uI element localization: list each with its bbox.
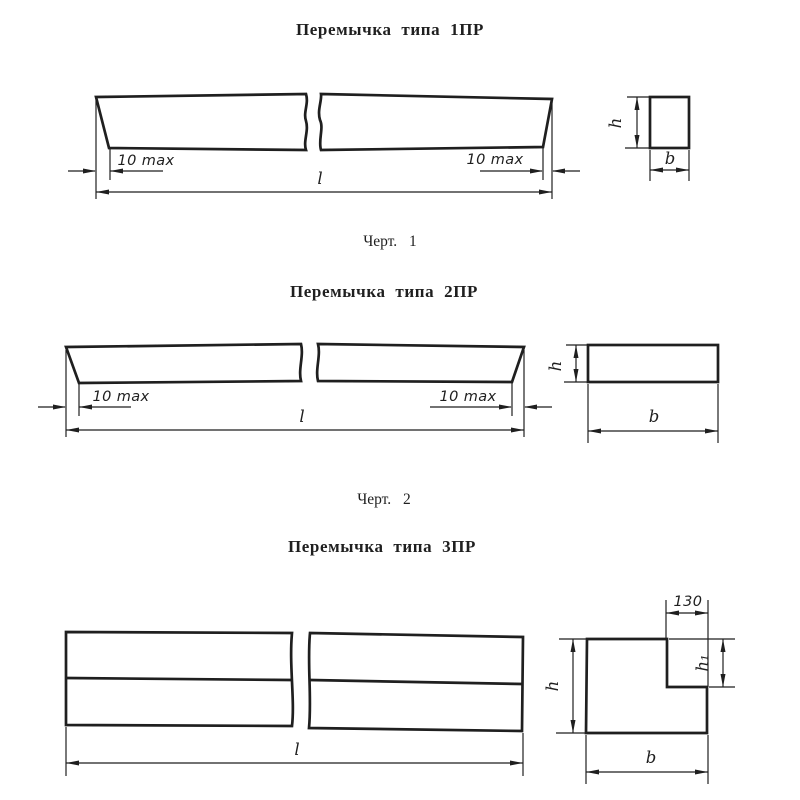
arrowhead-icon [511,428,524,433]
arrowhead-icon [499,405,512,410]
figure3-title: Перемычка типа 3ПР [287,537,477,556]
arrowhead-icon [666,611,679,616]
arrowhead-icon [588,429,601,434]
arrowhead-icon [695,611,708,616]
arrowhead-icon [676,168,689,173]
figure2-elevation [38,344,552,437]
section-height-label: h [546,360,565,372]
section-height-label: h [543,680,562,692]
arrowhead-icon [721,639,726,652]
figure-3pr [66,537,735,784]
arrowhead-icon [83,169,96,174]
figure3-elevation [66,632,523,776]
offset-dimension-label: 10 max [466,152,524,168]
arrowhead-icon [53,405,66,410]
beam-left-segment [66,344,302,383]
beam-right-segment [319,94,552,150]
arrowhead-icon [79,405,92,410]
figure-1pr [68,20,689,250]
arrowhead-icon [530,169,543,174]
arrowhead-icon [650,168,663,173]
arrowhead-icon [552,169,565,174]
arrowhead-icon [635,135,640,148]
arrowhead-icon [574,369,579,382]
figure1-title: Перемычка типа 1ПР [295,20,485,39]
arrowhead-icon [539,190,552,195]
arrowhead-icon [110,169,123,174]
section-outline [588,345,718,382]
beam-right-segment [317,344,524,382]
notch-width-dimension-label: 130 [673,594,703,610]
length-dimension-label: l [317,169,323,188]
section-width-label: b [664,149,676,168]
section-width-label: b [645,748,657,767]
arrowhead-icon [66,428,79,433]
arrowhead-icon [96,190,109,195]
section-width-label: b [648,407,660,426]
arrowhead-icon [510,761,523,766]
arrowhead-icon [586,770,599,775]
offset-dimension-label: 10 max [92,389,150,405]
figure1-caption: Черт. 1 [363,233,417,250]
arrowhead-icon [66,761,79,766]
arrowhead-icon [571,720,576,733]
arrowhead-icon [705,429,718,434]
arrowhead-icon [635,97,640,110]
section-outline [650,97,689,148]
figure2-cross-section [546,345,718,443]
section-height-label: h [606,117,625,129]
offset-dimension-label: 10 max [117,153,175,169]
arrowhead-icon [571,639,576,652]
section-outline [586,639,707,733]
figure-2pr [38,282,718,508]
arrowhead-icon [695,770,708,775]
arrowhead-icon [574,345,579,358]
arrowhead-icon [721,674,726,687]
figure2-title: Перемычка типа 2ПР [289,282,479,301]
length-dimension-label: l [299,407,305,426]
figure3-cross-section [543,594,735,784]
beam-left-segment [96,94,307,150]
figure2-caption: Черт. 2 [357,491,411,508]
figure1-cross-section [606,97,689,181]
notch-depth-dimension-label: h₁ [693,654,712,672]
length-dimension-label: l [294,740,300,759]
arrowhead-icon [524,405,537,410]
offset-dimension-label: 10 max [439,389,497,405]
figure1-elevation [68,94,580,199]
